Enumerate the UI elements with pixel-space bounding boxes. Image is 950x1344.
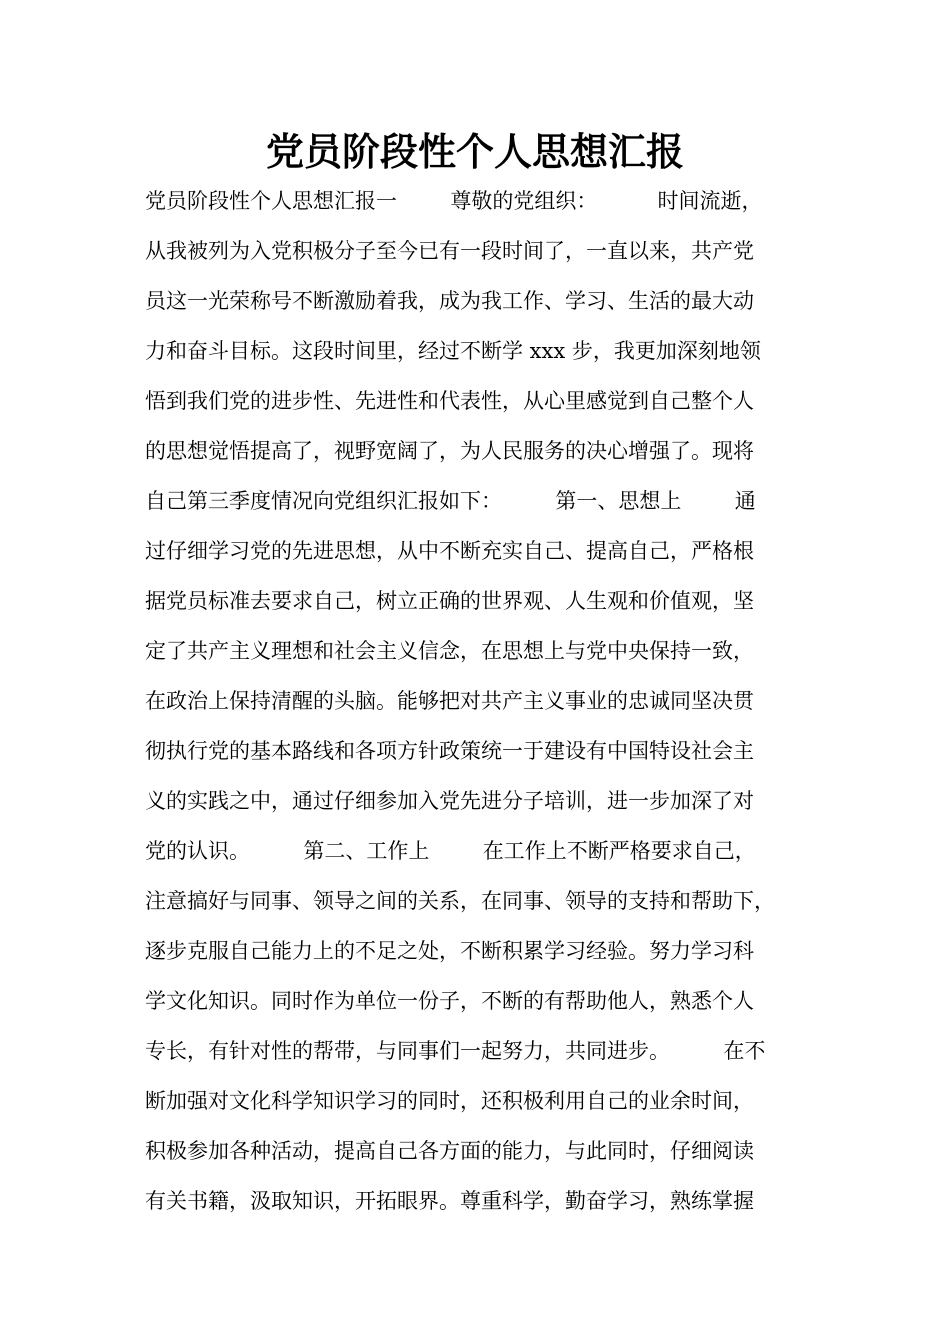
body-line: 逐步克服自己能力上的不足之处，不断积累学习经验。努力学习科	[145, 939, 754, 963]
body-line: 在政治上保持清醒的头脑。能够把对共产主义事业的忠诚同坚决贯	[145, 689, 754, 713]
body-line: 员这一光荣称号不断激励着我，成为我工作、学习、生活的最大动	[145, 289, 754, 313]
body-line: 积极参加各种活动，提高自己各方面的能力，与此同时，仔细阅读	[145, 1139, 754, 1163]
body-line: 从我被列为入党积极分子至今已有一段时间了，一直以来，共产党	[145, 239, 754, 263]
body-line: 力和奋斗目标。这段时间里，经过不断学 xxx 步，我更加深刻地领	[145, 339, 761, 363]
body-line: 自己第三季度情况向党组织汇报如下： 第一、思想上 通	[145, 489, 756, 513]
body-line: 据党员标准去要求自己，树立正确的世界观、人生观和价值观，坚	[145, 589, 754, 613]
body-line: 悟到我们党的进步性、先进性和代表性，从心里感觉到自己整个人	[145, 389, 754, 413]
body-line: 学文化知识。同时作为单位一份子，不断的有帮助他人，熟悉个人	[145, 989, 754, 1013]
body-line: 过仔细学习党的先进思想，从中不断充实自己、提高自己，严格根	[145, 539, 754, 563]
body-line: 定了共产主义理想和社会主义信念，在思想上与党中央保持一致，	[145, 639, 754, 663]
body-line: 党员阶段性个人思想汇报一 尊敬的党组织： 时间流逝，	[145, 189, 763, 213]
body-line: 断加强对文化科学知识学习的同时，还积极利用自己的业余时间，	[145, 1089, 754, 1113]
body-line: 有关书籍，汲取知识，开拓眼界。尊重科学，勤奋学习，熟练掌握	[145, 1189, 754, 1213]
body-line: 专长，有针对性的帮带，与同事们一起努力，共同进步。 在不	[145, 1039, 766, 1063]
body-line: 的思想觉悟提高了，视野宽阔了，为人民服务的决心增强了。现将	[145, 439, 754, 463]
body-line: 义的实践之中，通过仔细参加入党先进分子培训，进一步加深了对	[145, 789, 754, 813]
document-body	[145, 178, 835, 1228]
document-title: 党员阶段性个人思想汇报	[265, 130, 684, 174]
body-line: 注意搞好与同事、领导之间的关系，在同事、领导的支持和帮助下，	[145, 889, 775, 913]
body-line: 党的认识。 第二、工作上 在工作上不断严格要求自己，	[145, 839, 756, 863]
body-line: 彻执行党的基本路线和各项方针政策统一于建设有中国特设社会主	[145, 739, 754, 763]
